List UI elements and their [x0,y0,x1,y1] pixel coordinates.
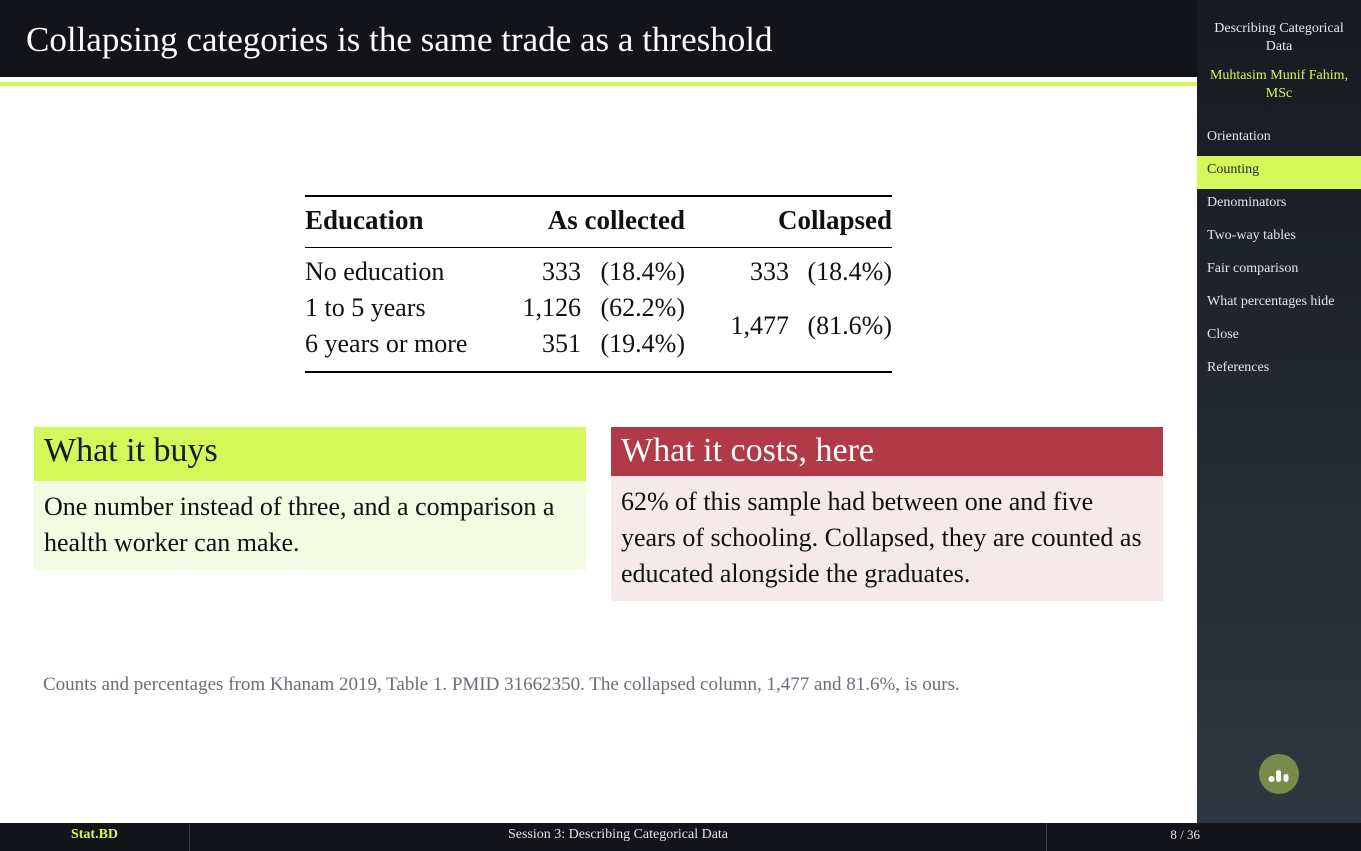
sidebar-item-fair-comparison[interactable]: Fair comparison [1207,261,1299,276]
table-row-pct: (19.4%) [600,329,685,358]
sidebar-item-orientation[interactable]: Orientation [1207,129,1271,144]
table-top-rule [305,195,892,197]
bar-chart-logo-glyph [1259,754,1299,794]
table-header-education: Education [305,205,424,235]
table-row-count: 1,126 [522,293,581,322]
sidebar-nav [1197,123,1361,387]
sidebar-item-counting[interactable]: Counting [1197,156,1361,189]
sidebar-item-close[interactable]: Close [1207,327,1239,342]
sidebar-item-two-way-tables[interactable]: Two-way tables [1207,228,1296,243]
buys-block-title: What it buys [34,427,586,481]
sidebar-deck-title[interactable]: Describing Categorical Data [1214,21,1344,54]
table-row-pct: (62.2%) [600,293,685,322]
table-header-collapsed: Collapsed [777,205,892,235]
buys-block-body: One number instead of three, and a comparison a health worker can make. [34,481,586,570]
sidebar-author: Muhtasim Munif Fahim, MSc [1209,68,1349,101]
education-table [305,195,892,373]
table-row-label: 1 to 5 years [305,293,426,322]
collapsed-pct: (18.4%) [807,257,892,286]
collapsed-count: 333 [750,257,789,286]
collapsed-pct: (81.6%) [807,311,892,340]
source-note: Counts and percentages from Khanam 2019, Table 1. PMID 31662350. The collapsed column, 1,477 and 81.6%, is ours. [43,674,960,695]
table-mid-rule [305,247,892,248]
collapsed-count: 1,477 [730,311,789,340]
table-header-as-collected: As collected [547,205,685,235]
costs-block-title: What it costs, here [611,427,1163,476]
table-row-label: 6 years or more [305,329,468,358]
table-row-count: 333 [542,257,581,286]
footer-brand[interactable]: Stat.BD [0,823,190,851]
costs-block-body: 62% of this sample had between one and five years of schooling. Collapsed, they are counted as educated alongside the graduates. [611,476,1163,601]
bar-chart-logo-icon[interactable] [1259,754,1299,794]
table-row-label: No education [305,257,445,286]
slide-header [0,0,1197,77]
footer-session: Session 3: Describing Categorical Data [190,823,1047,851]
table-row-pct: (18.4%) [600,257,685,286]
table-row-count: 351 [542,329,581,358]
sidebar [1197,0,1361,851]
footer-page-number: 8 / 36 [1170,827,1200,842]
header-accent-rule [0,82,1197,86]
sidebar-item-denominators[interactable]: Denominators [1207,195,1287,210]
sidebar-item-references[interactable]: References [1207,360,1270,375]
footer-bar [0,823,1361,851]
table-bottom-rule [305,371,892,373]
slide-title: Collapsing categories is the same trade as a threshold [26,20,773,59]
sidebar-item-what-percentages-hide[interactable]: What percentages hide [1207,294,1335,309]
